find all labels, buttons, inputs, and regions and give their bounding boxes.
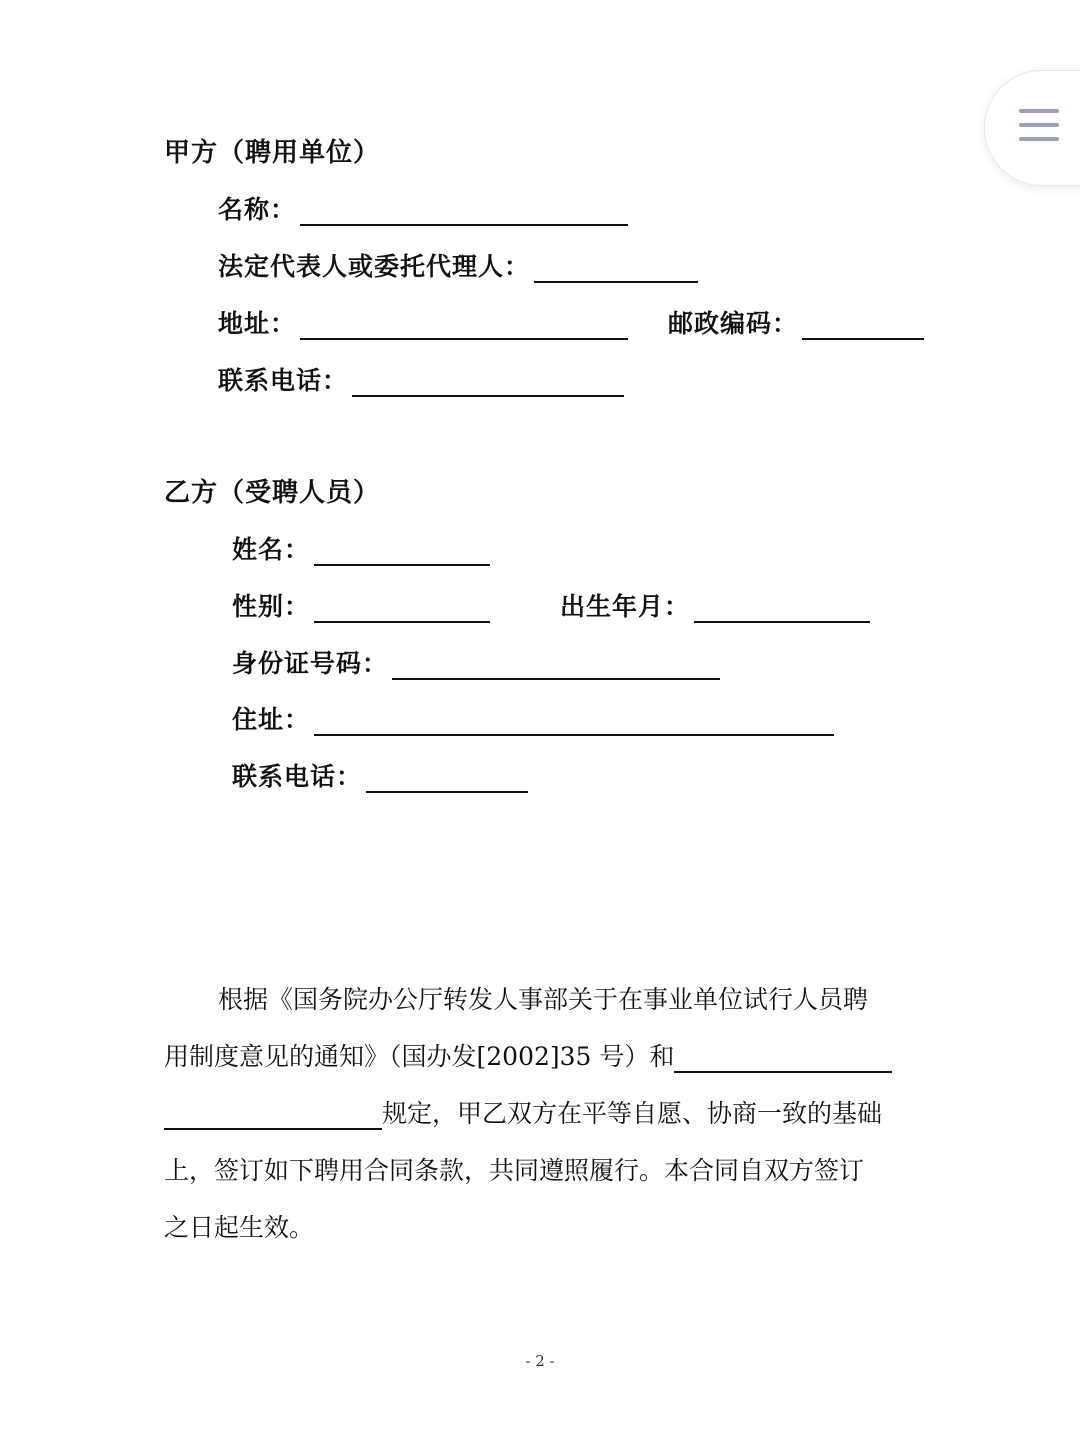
- party-b-address-blank[interactable]: [314, 710, 834, 736]
- party-b-address-field: [232, 700, 834, 736]
- party-b-birth-label: 出生年月：: [560, 592, 691, 621]
- party-b-phone-label: 联系电话：: [232, 762, 363, 791]
- regulation-blank-1[interactable]: [674, 1045, 892, 1073]
- party-b-birth-field: [560, 587, 870, 623]
- party-b-id-field: [232, 644, 720, 680]
- body-line-1-text: 根据《国务院办公厅转发人事部关于在事业单位试行人员聘: [218, 985, 869, 1014]
- party-b-gender-blank[interactable]: [314, 597, 490, 623]
- party-b-address-label: 住址：: [232, 705, 311, 734]
- party-b-id-label: 身份证号码：: [232, 649, 389, 678]
- party-a-rep-field: [218, 247, 698, 283]
- party-a-address-blank[interactable]: [300, 314, 628, 340]
- body-line-5: [164, 1199, 920, 1256]
- body-line-5-text: 之日起生效。: [164, 1213, 315, 1242]
- party-b-name-blank[interactable]: [314, 540, 490, 566]
- body-line-4: [164, 1142, 920, 1199]
- party-a-rep-blank[interactable]: [534, 257, 698, 283]
- party-b-id-blank[interactable]: [392, 654, 720, 680]
- party-b-phone-field: [232, 757, 528, 793]
- party-b-phone-blank[interactable]: [366, 767, 528, 793]
- body-line-3: [164, 1085, 920, 1142]
- party-a-phone-label: 联系电话：: [218, 366, 349, 395]
- party-a-address-field: [218, 304, 628, 340]
- menu-button[interactable]: [984, 70, 1080, 186]
- party-a-name-field: [218, 190, 628, 226]
- party-a-name-blank[interactable]: [300, 200, 628, 226]
- party-b-birth-blank[interactable]: [694, 597, 870, 623]
- party-b-gender-field: [232, 587, 490, 623]
- party-a-phone-field: [218, 361, 624, 397]
- party-a-phone-blank[interactable]: [352, 371, 624, 397]
- party-a-rep-label: 法定代表人或委托代理人：: [218, 252, 531, 281]
- body-line-4-text: 上，签订如下聘用合同条款，共同遵照履行。本合同自双方签订: [164, 1156, 865, 1185]
- party-a-address-label: 地址：: [218, 309, 297, 338]
- party-a-postal-label: 邮政编码：: [668, 309, 799, 338]
- party-a-title: 甲方（聘用单位）: [164, 138, 381, 168]
- body-line-1: [164, 971, 920, 1028]
- party-b-name-field: [232, 530, 490, 566]
- party-b-gender-label: 性别：: [232, 592, 311, 621]
- party-b-title: 乙方（受聘人员）: [164, 478, 381, 508]
- body-line-3-text: 规定，甲乙双方在平等自愿、协商一致的基础: [382, 1099, 883, 1128]
- page-number: - 2 -: [525, 1352, 555, 1370]
- party-b-name-label: 姓名：: [232, 535, 311, 564]
- body-line-2-text: 用制度意见的通知》（国办发[2002]35 号）和: [164, 1042, 675, 1071]
- party-a-postal-blank[interactable]: [802, 314, 924, 340]
- party-a-postal-field: [668, 304, 924, 340]
- regulation-blank-2[interactable]: [164, 1102, 382, 1130]
- body-line-2: [164, 1028, 920, 1085]
- menu-icon: [1019, 109, 1059, 151]
- party-a-name-label: 名称：: [218, 195, 297, 224]
